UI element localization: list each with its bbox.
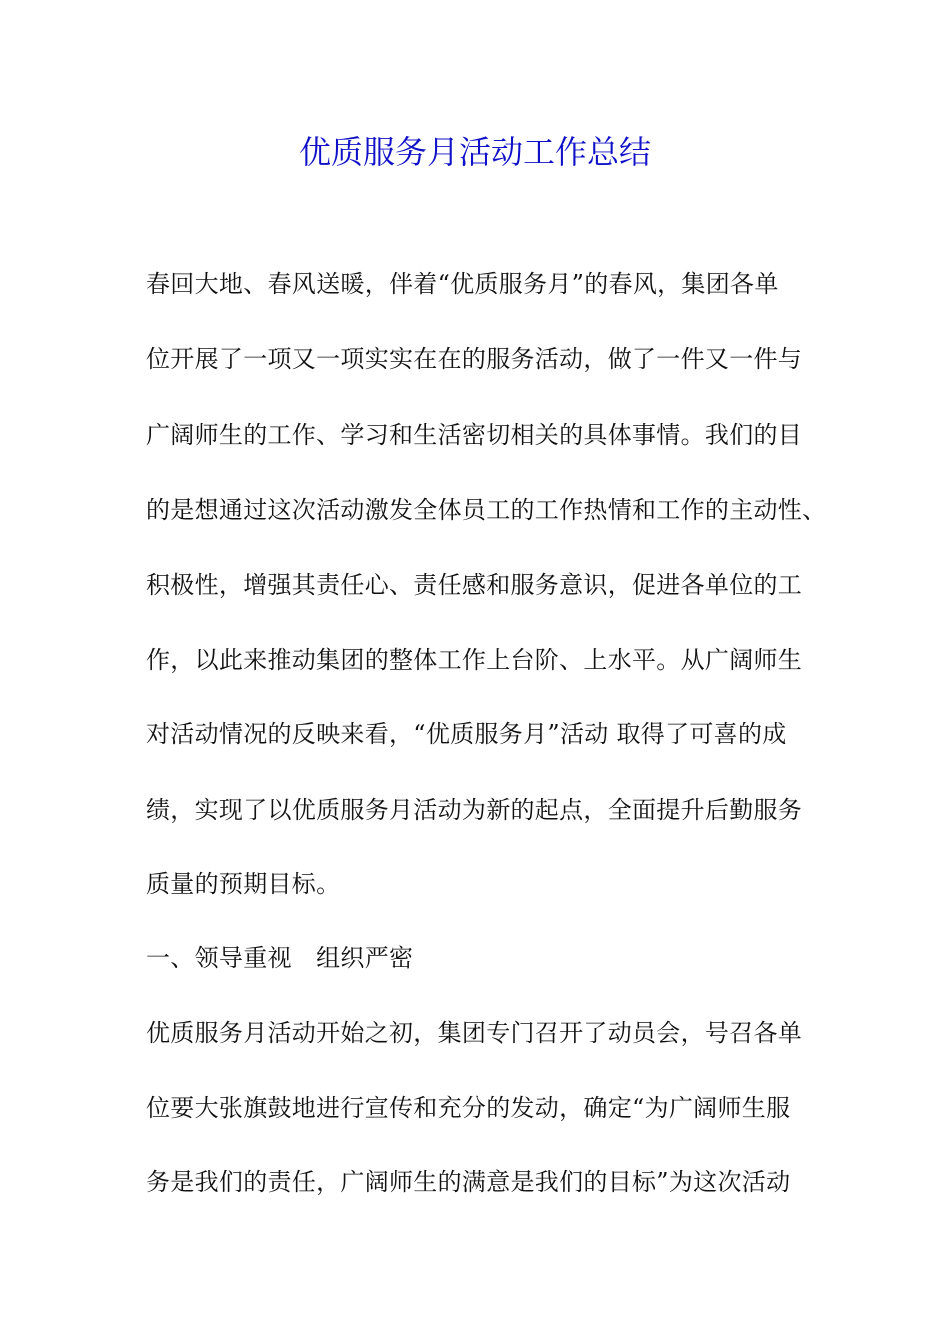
- document-title: 优质服务月活动工作总结: [298, 133, 651, 171]
- section-heading: 一、领导重视 组织严密: [146, 944, 414, 972]
- paragraph-line: 的是想通过这次活动激发全体员工的工作热情和工作的主动性、: [146, 496, 827, 524]
- paragraph-line: 质量的预期目标。: [146, 870, 341, 898]
- paragraph-line: 位开展了一项又一项实实在在的服务活动，做了一件又一件与: [146, 345, 803, 373]
- paragraph-line: 对活动情况的反映来看，“优质服务月”活动 取得了可喜的成: [146, 720, 787, 748]
- paragraph-line: 绩，实现了以优质服务月活动为新的起点，全面提升后勤服务: [146, 796, 803, 824]
- paragraph-line: 春回大地、春风送暖，伴着“优质服务月”的春风，集团各单: [146, 270, 779, 298]
- paragraph-line: 务是我们的责任，广阔师生的满意是我们的目标”为这次活动: [146, 1168, 791, 1196]
- paragraph-line: 位要大张旗鼓地进行宣传和充分的发动，确定“为广阔师生服: [146, 1094, 791, 1122]
- paragraph-line: 优质服务月活动开始之初，集团专门召开了动员会，号召各单: [146, 1019, 803, 1047]
- paragraph-line: 广阔师生的工作、学习和生活密切相关的具体事情。我们的目: [146, 421, 803, 449]
- paragraph-line: 作，以此来推动集团的整体工作上台阶、上水平。从广阔师生: [146, 646, 803, 674]
- paragraph-line: 积极性，增强其责任心、责任感和服务意识，促进各单位的工: [146, 571, 803, 599]
